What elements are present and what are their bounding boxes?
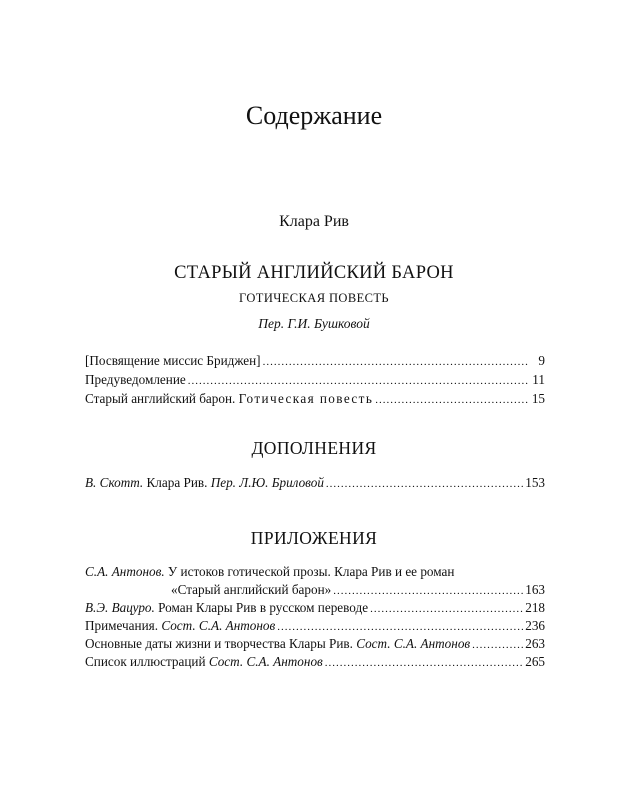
toc-entry[interactable] <box>85 653 545 671</box>
toc-entry[interactable] <box>85 370 545 389</box>
toc-entry[interactable] <box>85 389 545 408</box>
toc-entry-text: Основные даты жизни и творчества Клары Рив. Сост. С.А. Антонов <box>85 636 471 651</box>
toc-page-number: 265 <box>525 654 545 669</box>
toc-entry-text: В.Э. Вацуро. Роман Клары Рив в русском переводе <box>85 600 369 615</box>
appendices-toc <box>85 563 545 671</box>
toc-page-number: 15 <box>531 391 545 406</box>
work-title: СТАРЫЙ АНГЛИЙСКИЙ БАРОН <box>174 263 454 283</box>
toc-entry[interactable] <box>85 599 545 617</box>
author-name: Клара Рив <box>279 213 349 230</box>
dot-leader <box>375 391 529 410</box>
toc-entry-text: Примечания. Сост. С.А. Антонов <box>85 618 276 633</box>
translator-credit: Пер. Г.И. Бушковой <box>258 316 370 331</box>
toc-entry[interactable] <box>85 617 545 635</box>
dot-leader <box>472 636 523 654</box>
toc-page-number: 11 <box>532 372 545 387</box>
toc-entry-text: «Старый английский барон» <box>171 582 332 597</box>
dot-leader <box>370 600 523 618</box>
section-heading-appendices: ПРИЛОЖЕНИЯ <box>250 528 378 548</box>
toc-page-number: 153 <box>525 475 545 490</box>
toc-entry-text: С.А. Антонов. У истоков готической прозы. Клара Рив и ее роман <box>85 564 455 579</box>
dot-leader <box>277 618 523 636</box>
dot-leader <box>326 475 523 493</box>
page-title: Содержание <box>245 101 383 130</box>
toc-entry[interactable] <box>85 635 545 653</box>
dot-leader <box>263 353 529 372</box>
section-heading-additions: ДОПОЛНЕНИЯ <box>251 438 377 458</box>
toc-page-number: 263 <box>525 636 545 651</box>
toc-page-number: 218 <box>525 600 545 615</box>
toc-entry-text: [Посвящение миссис Бриджен] <box>85 353 261 368</box>
toc-entry[interactable] <box>85 351 545 370</box>
toc-entry-text: В. Скотт. Клара Рив. Пер. Л.Ю. Бриловой <box>85 475 324 490</box>
additions-toc <box>85 474 545 492</box>
toc-page-number: 236 <box>525 618 545 633</box>
toc-entry-text: Предуведомление <box>85 372 186 387</box>
toc-entry-text: Список иллюстраций Сост. С.А. Антонов <box>85 654 323 669</box>
dot-leader <box>325 654 523 672</box>
toc-entry[interactable] <box>85 563 545 599</box>
toc-page-number: 163 <box>525 582 545 597</box>
main-toc <box>85 351 545 408</box>
toc-page-number: 9 <box>538 353 545 368</box>
toc-entry[interactable] <box>85 474 545 492</box>
toc-entry-text: Старый английский барон. Готическая повесть <box>85 391 374 406</box>
work-subtitle: ГОТИЧЕСКАЯ ПОВЕСТЬ <box>239 291 389 305</box>
